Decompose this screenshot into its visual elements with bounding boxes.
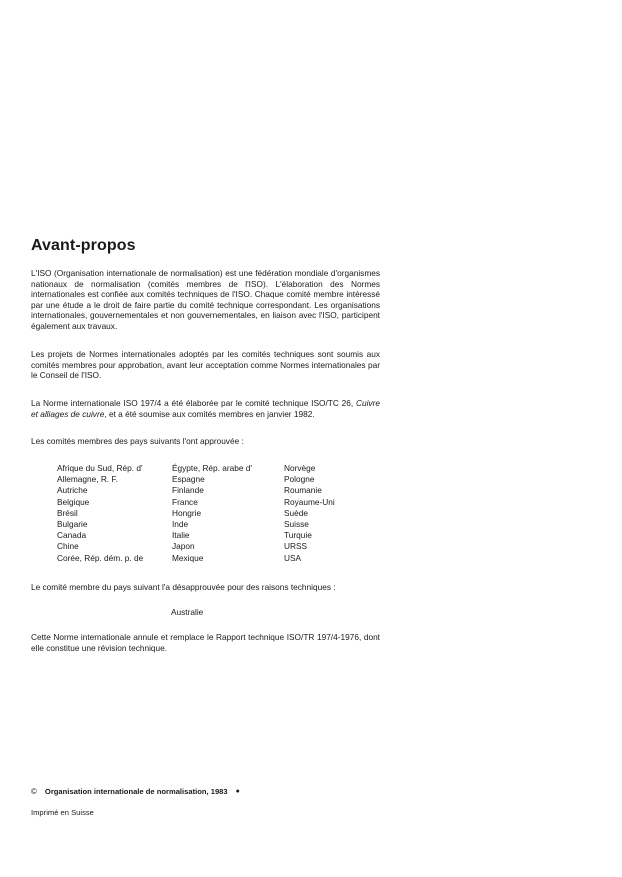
copyright-line bbox=[31, 787, 240, 796]
disapproving-country: Australie bbox=[171, 607, 204, 617]
intro-paragraph: L'ISO (Organisation internationale de normalisation) est une fédération mondiale d'organismes nationaux de normalisation (comités membres de l'ISO). L'élaboration des Normes internationales est confiée aux comités techniques de l'ISO. Chaque comité membre intéressé par une étude a le droit de faire partie du comité technique correspondant. Les organisations internationales, gouvernementales et non gouvernementales, en liaison avec l'ISO, participent également aux travaux. bbox=[31, 268, 380, 331]
country-item: Hongrie bbox=[172, 507, 202, 518]
copyright-icon: © bbox=[31, 787, 37, 796]
country-item: Égypte, Rép. arabe d' bbox=[172, 463, 252, 473]
country-item: Mexique bbox=[172, 552, 204, 563]
country-item: Inde bbox=[172, 519, 189, 530]
country-item: Roumanie bbox=[284, 485, 322, 496]
countries-column-3 bbox=[284, 463, 377, 564]
approval-paragraph: Les projets de Normes internationales adoptés par les comités techniques sont soumis aux comités membres pour approbation, avant leur acceptation comme Normes internationales par le Conseil de l'ISO. bbox=[31, 349, 380, 381]
countries-column-2 bbox=[172, 463, 284, 564]
country-item: URSS bbox=[284, 541, 308, 552]
country-item: Canada bbox=[57, 530, 87, 541]
committee-title: Cuivre et alliages de cuivre bbox=[31, 398, 380, 419]
country-item: Royaume-Uni bbox=[284, 496, 335, 507]
country-item: Chine bbox=[57, 541, 79, 552]
standard-origin-suffix: , et a été soumise aux comités membres en janvier 1982. bbox=[104, 408, 315, 419]
country-item: Belgique bbox=[57, 496, 90, 507]
copyright-text: Organisation internationale de normalisation, 1983 bbox=[44, 787, 228, 796]
disapproving-members-intro: Le comité membre du pays suivant l'a désapprouvée pour des raisons techniques : bbox=[31, 582, 336, 592]
country-item: Finlande bbox=[172, 485, 204, 496]
country-item: Suède bbox=[284, 507, 308, 518]
approving-members-intro: Les comités membres des pays suivants l'ont approuvée : bbox=[31, 436, 244, 446]
replacement-paragraph: Cette Norme internationale annule et remplace le Rapport technique ISO/TR 197/4-1976, dont elle constitue une révision technique. bbox=[31, 632, 380, 653]
country-item: Afrique du Sud, Rép. d' bbox=[57, 463, 143, 473]
country-item: USA bbox=[284, 552, 302, 563]
country-item: Autriche bbox=[57, 485, 88, 496]
country-item: France bbox=[172, 496, 198, 507]
country-item: Pologne bbox=[284, 474, 315, 485]
country-item: Bulgarie bbox=[57, 519, 88, 530]
approving-countries-list bbox=[57, 463, 377, 564]
country-item: Japon bbox=[172, 541, 195, 552]
standard-origin-paragraph bbox=[31, 398, 380, 419]
country-item: Brésil bbox=[57, 507, 78, 518]
country-item: Espagne bbox=[172, 474, 205, 485]
country-item: Norvège bbox=[284, 463, 316, 473]
country-item: Italie bbox=[172, 530, 190, 541]
countries-column-1 bbox=[57, 463, 172, 564]
page-title: Avant-propos bbox=[31, 237, 136, 254]
country-item: Suisse bbox=[284, 519, 309, 530]
standard-origin-prefix: La Norme internationale ISO 197/4 a été élaborée par le comité technique ISO/TC 26, bbox=[31, 398, 357, 408]
country-item: Turquie bbox=[284, 530, 312, 541]
country-item: Corée, Rép. dém. p. de bbox=[57, 552, 144, 563]
printed-in-text: Imprimé en Suisse bbox=[31, 808, 94, 817]
bullet-icon: ● bbox=[235, 788, 240, 795]
country-item: Allemagne, R. F. bbox=[57, 474, 118, 485]
